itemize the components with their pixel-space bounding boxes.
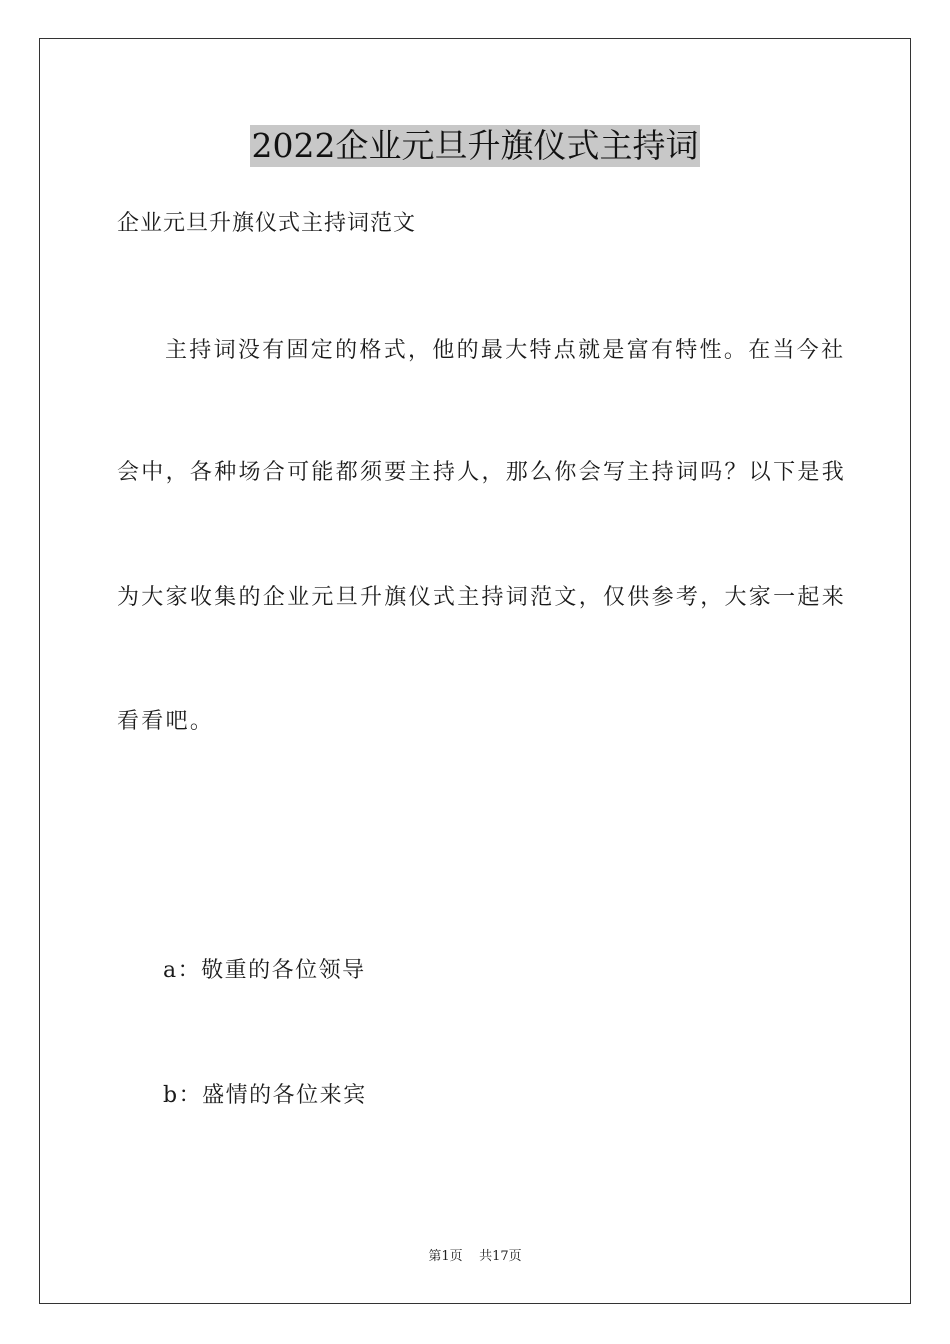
intro-line-1: 主持词没有固定的格式，他的最大特点就是富有特性。在当今社: [165, 338, 846, 363]
page-footer: [0, 1248, 950, 1266]
intro-line-2: 会中，各种场合可能都须要主持人，那么你会写主持词吗？以下是我: [117, 460, 847, 485]
dialogue-line-b: b：盛情的各位来宾: [163, 1083, 367, 1108]
intro-line-4: 看看吧。: [117, 709, 215, 734]
page-number: 第1页: [428, 1249, 463, 1264]
intro-line-3: 为大家收集的企业元旦升旗仪式主持词范文，仅供参考，大家一起来: [117, 585, 847, 610]
document-title: 2022企业元旦升旗仪式主持词: [251, 126, 699, 165]
page-total: 共17页: [479, 1249, 522, 1264]
title-container: [0, 125, 950, 167]
document-subtitle: 企业元旦升旗仪式主持词范文: [117, 211, 417, 236]
dialogue-line-a: a：敬重的各位领导: [163, 958, 366, 983]
